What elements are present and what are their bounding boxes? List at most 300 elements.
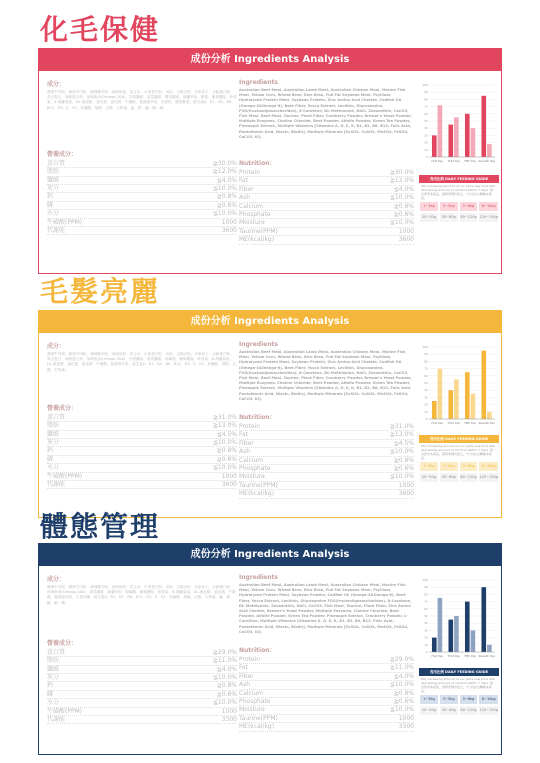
y-tick-label: 60	[424, 607, 428, 611]
analysis-row	[239, 194, 414, 202]
analysis-row	[47, 716, 237, 724]
analysis-key: Ash	[239, 448, 251, 456]
analysis-row	[47, 666, 237, 674]
guide-grams-cell: 20~50g	[419, 212, 439, 223]
analysis-row	[47, 699, 237, 707]
guide-grid	[419, 201, 499, 223]
analysis-row	[239, 656, 414, 664]
analysis-key: 代謝能	[47, 227, 66, 235]
left-column	[47, 79, 237, 235]
x-tick-label: First Day	[431, 160, 443, 163]
y-tick-label: 20	[424, 403, 428, 407]
ingredients-label-zh: 成分：	[47, 576, 66, 583]
chart-bar	[454, 117, 459, 157]
analysis-value: ≧30.0%	[212, 159, 237, 167]
y-tick-label: 10	[424, 410, 428, 414]
y-tick-label: 50	[424, 382, 428, 385]
analysis-key: Protein	[239, 169, 261, 177]
x-tick-label: Fifth Day	[464, 655, 476, 658]
analysis-key: 蛋白質	[47, 413, 66, 421]
analysis-key: 鈣	[47, 193, 54, 201]
analysis-value: ≧13.0%	[389, 431, 414, 439]
analysis-key: Calcium	[239, 689, 264, 697]
y-tick-label: 50	[424, 615, 428, 618]
guide-weight-cell: 3~5kg	[439, 201, 459, 212]
analysis-value: 3600	[398, 490, 414, 498]
analysis-value: ≧0.8%	[216, 447, 237, 455]
analysis-value: ≧0.8%	[393, 456, 414, 464]
analysis-value: 1000	[398, 227, 414, 235]
ingredients-en: Australian Beef Meal, Australian Lamb Meal, Australian Chicken Meal, Marine Fish Meal, Yellow Corn, Wheat Bran, Rice Bran, Full Fat Soybean Meal, Psyllium, Hydrolyzed Protein Meal, Soybean Protein, Zinc Amino Acid Chelate, Codfish Oil (Omega-3&Omega-6), Beet Fiber, Yucca Extract, Lecithin, Glucosamine, FOS(fructooligosaccharides), β-Carotene, DL-Methionine, NaCl, Zeaxanthin, CaCO3, Fish Meal, Beef Meal, Taurine, Plant Fiber, Cranberry Powder, Brewer's Yeast Powder, Multiple Enzymes, Choline Chloride, Beet Powder, Alfalfa Powder, Green Tea Powder, Pineapple Extract, Multiple Vitamins [Vitamins A, D, E, K, B1, B2, B6, B12, Folic Acid, Pantothenic Acid, Niacin, Biotin], Multiple Minerals [ZnSO4, CuSO4, MnSO4, FeSO4, CaCO3, KI].	[239, 350, 412, 401]
analysis-row	[239, 465, 414, 473]
y-tick-label: 60	[424, 374, 428, 378]
analysis-row	[47, 439, 237, 447]
analysis-key: Taurine(PPM)	[239, 481, 278, 489]
guide-grams-cell: 20~50g	[419, 705, 439, 716]
panel-header: 成份分析 Ingredients Analysis	[39, 544, 501, 566]
feeding-guide	[419, 435, 499, 483]
analysis-row	[239, 690, 414, 698]
analysis-en-table	[239, 169, 414, 245]
y-tick-label: 40	[424, 622, 428, 626]
y-tick-label: 20	[424, 141, 428, 145]
analysis-row	[47, 202, 237, 210]
analysis-key: 蛋白質	[47, 648, 66, 656]
analysis-value: ≦10.0%	[212, 674, 237, 682]
analysis-key: 代謝能	[47, 481, 66, 489]
chart-bar	[465, 602, 470, 652]
ingredients-label-zh: 成分：	[47, 81, 66, 88]
chart-bar	[432, 638, 437, 652]
chart-bar	[465, 114, 470, 157]
y-tick-label: 10	[424, 148, 428, 152]
guide-weight-cell: 5~8kg	[459, 461, 479, 472]
chart-bar	[438, 105, 443, 157]
analysis-value: ≧0.6%	[393, 698, 414, 706]
chart-bar	[438, 369, 443, 419]
analysis-value: ≧0.8%	[216, 682, 237, 690]
analysis-key: 脂肪	[47, 168, 60, 176]
analysis-value: ≧31.0%	[212, 413, 237, 421]
panel-header: 成份分析 Ingredients Analysis	[39, 49, 501, 71]
x-tick-label: First Day	[431, 422, 443, 425]
guide-title: 食用比例 DAILY FEEDING GUIDE	[419, 668, 499, 676]
analysis-row	[47, 447, 237, 455]
section-title: 體態管理	[40, 510, 161, 543]
analysis-row	[239, 203, 414, 211]
analysis-value: ≦4.0%	[393, 185, 414, 193]
feeding-guide	[419, 175, 499, 223]
analysis-value: ≦10.0%	[389, 706, 414, 714]
y-tick-label: 0	[425, 651, 428, 654]
y-tick-label: 30	[424, 629, 428, 633]
analysis-value: ≦10.0%	[212, 185, 237, 193]
y-tick-label: 30	[424, 134, 428, 138]
analysis-panel	[38, 310, 502, 518]
analysis-row	[47, 464, 237, 472]
ingredients-zh: 澳洲牛肉粉、澳洲羊肉粉、澳洲雞肉粉、深海魚粉、黃玉米、小麥蛋白粉、米粉、全脂豆粉、洋車前子、水解蛋白粉、黃豆蛋白、海鮮蛋白粉、深海魚油(Omega-3&6)、鳥梨纖維、甜菜纖維、卵磷脂、葡萄糖胺、軟骨素、β-胡蘿蔔素、DL-蛋氨酸、氯化鈉、氯化鉀、牛磺酸、蔓越莓萃取、維生素A、B1、B2、B6、B12、D3、E、K3、菸鹼酸、葉酸、泛酸、生物素。	[47, 352, 237, 372]
analysis-row	[47, 422, 237, 430]
analysis-key: Phosphate	[239, 211, 271, 219]
chart-bar	[438, 598, 443, 652]
analysis-row	[47, 649, 237, 657]
transition-chart	[419, 574, 499, 666]
analysis-key: 灰分	[47, 674, 60, 682]
analysis-row	[239, 706, 414, 714]
analysis-key: Fat	[239, 431, 248, 439]
analysis-key: 纖維	[47, 176, 60, 184]
y-tick-label: 60	[424, 112, 428, 116]
x-tick-label: First Day	[431, 655, 443, 658]
analysis-key: Fat	[239, 177, 248, 185]
analysis-key: Fiber	[239, 672, 254, 680]
left-column	[47, 341, 237, 489]
analysis-value: ≧0.6%	[216, 201, 237, 209]
analysis-row	[47, 682, 237, 690]
analysis-key: 牛磺酸(PPM)	[47, 472, 83, 480]
guide-grid	[419, 461, 499, 483]
chart-bar	[432, 135, 437, 157]
ingredients-label-en: Ingredients	[239, 341, 278, 348]
analysis-row	[239, 169, 414, 177]
analysis-row	[239, 423, 414, 431]
analysis-value: 1000	[398, 714, 414, 722]
analysis-value: ≦4.5%	[393, 439, 414, 447]
analysis-row	[239, 673, 414, 681]
analysis-key: Moisture	[239, 219, 265, 227]
analysis-value: ≧0.8%	[393, 689, 414, 697]
analysis-row	[239, 664, 414, 672]
analysis-value: ≦10.0%	[212, 464, 237, 472]
chart-bar	[471, 128, 476, 157]
analysis-row	[47, 431, 237, 439]
analysis-row	[239, 440, 414, 448]
analysis-row	[239, 490, 414, 498]
chart-bar	[454, 379, 459, 419]
x-tick-label: Seventh Day	[478, 655, 496, 658]
analysis-value: 1000	[221, 218, 237, 226]
analysis-key: ME(kcal/kg)	[239, 490, 275, 498]
analysis-label-en: Nutrition：	[239, 647, 276, 655]
y-tick-label: 80	[424, 360, 428, 364]
analysis-value: ≧12.0%	[212, 168, 237, 176]
analysis-value: ≧29.0%	[212, 648, 237, 656]
guide-grams-cell: 20~50g	[419, 472, 439, 483]
analysis-value: 1000	[398, 481, 414, 489]
analysis-row	[239, 715, 414, 723]
x-tick-label: Third Day	[447, 160, 461, 163]
x-tick-label: Third Day	[447, 422, 461, 425]
ingredients-label-en: Ingredients	[239, 79, 278, 86]
guide-weight-cell: 1~3kg	[419, 461, 439, 472]
analysis-key: 磷	[47, 690, 54, 698]
guide-text: Mix increasing amount of our pet's new food with decreasing amount of old food within 7 days. 第一次使用本產品，請與原飼料混合，7日內完全轉換本產品。	[421, 444, 496, 460]
guide-grams-cell: 80~120g	[459, 472, 479, 483]
analysis-value: ≧11.0%	[212, 657, 237, 665]
analysis-value: ≧0.8%	[216, 193, 237, 201]
y-tick-label: 90	[424, 586, 428, 590]
analysis-zh-table	[47, 160, 237, 236]
middle-column	[239, 79, 414, 245]
chart-bar	[448, 620, 453, 652]
analysis-value: ≦10.0%	[389, 194, 414, 202]
analysis-key: 灰分	[47, 439, 60, 447]
analysis-value: ≦10.0%	[389, 681, 414, 689]
middle-column	[239, 341, 414, 499]
analysis-key: 牛磺酸(PPM)	[47, 707, 83, 715]
analysis-key: ME(kcal/kg)	[239, 723, 275, 731]
analysis-key: Ash	[239, 194, 251, 202]
analysis-key: 牛磺酸(PPM)	[47, 218, 83, 226]
analysis-en-table	[239, 423, 414, 499]
analysis-value: ≦4.0%	[216, 176, 237, 184]
guide-weight-cell: 5~8kg	[459, 694, 479, 705]
guide-title: 食用比例 DAILY FEEDING GUIDE	[419, 175, 499, 183]
analysis-row	[239, 177, 414, 185]
analysis-zh-table	[47, 414, 237, 490]
analysis-row	[47, 210, 237, 218]
y-tick-label: 90	[424, 353, 428, 357]
analysis-row	[47, 456, 237, 464]
analysis-value: ≧0.8%	[393, 202, 414, 210]
x-tick-label: Third Day	[447, 655, 461, 658]
chart-bar	[487, 645, 492, 652]
analysis-key: 水分	[47, 464, 60, 472]
analysis-key: Moisture	[239, 706, 265, 714]
analysis-key: Phosphate	[239, 698, 271, 706]
analysis-row	[47, 160, 237, 168]
analysis-value: ≦4.0%	[393, 672, 414, 680]
analysis-key: 脂肪	[47, 422, 60, 430]
x-tick-label: Fifth Day	[464, 422, 476, 425]
panel-header: 成份分析 Ingredients Analysis	[39, 311, 501, 333]
analysis-row	[47, 227, 237, 235]
guide-weight-cell: 3~5kg	[439, 461, 459, 472]
analysis-value: ≦10.0%	[389, 219, 414, 227]
analysis-key: Calcium	[239, 202, 264, 210]
guide-weight-cell: 8~10kg	[478, 201, 499, 212]
transition-chart	[419, 341, 499, 433]
analysis-row	[239, 431, 414, 439]
analysis-row	[47, 168, 237, 176]
analysis-key: 纖維	[47, 665, 60, 673]
chart-bar	[487, 144, 492, 157]
y-tick-label: 0	[425, 156, 428, 159]
ingredients-en: Australian Beef Meal, Australian Lamb Meal, Australian Chicken Meal, Marine Fish Meal, Yellow Corn, Wheat Bran, Rice Bran, Full Fat Soybean Meal, Psyllium, Hydrolyzed Protein Meal, Soybean Protein, Codfish Oil (Omega-3&Omega-6), Beet Fiber, Yucca Extract, Lecithin, Glucosamine FOS(fructooligosaccharides), β-Carotene, DL-Methionine, Zeaxanthin, NaCl, CaCO3, Fish Meal, Taurine, Plant Fiber, Zinc Amino Acid Chelate, Brewer's Yeast Powder, Multiple Enzymes, Choline Chloride, Beet Powder, Alfalfa Powder, Green Tea Powder, Pineapple Extract, Cranberry Powder, L-Carnitine, Multiple Vitamins [Vitamins A, D, E, K, B1, B2, B6, B12, Folic Acid, Pantothenic Acid, Niacin, Biotin], Multiple Minerals [ZnSO4, CuSO4, MnSO4, FeSO4, CaCO3, KI].	[239, 583, 412, 634]
analysis-value: 1000	[221, 472, 237, 480]
y-tick-label: 70	[424, 367, 428, 371]
y-tick-label: 100	[422, 84, 428, 87]
analysis-value: ≦10.0%	[212, 699, 237, 707]
analysis-row	[239, 186, 414, 194]
analysis-value: ≦4.0%	[216, 665, 237, 673]
analysis-value: ≦10.0%	[212, 439, 237, 447]
analysis-value: ≧11.0%	[389, 664, 414, 672]
analysis-value: ≦10.0%	[389, 473, 414, 481]
analysis-key: 水分	[47, 210, 60, 218]
analysis-row	[239, 723, 414, 731]
chart-bar	[481, 587, 486, 652]
y-tick-label: 0	[425, 418, 428, 421]
guide-grams-cell: 80~120g	[459, 705, 479, 716]
guide-weight-cell: 1~3kg	[419, 694, 439, 705]
analysis-key: Fiber	[239, 439, 254, 447]
analysis-value: ≧31.0%	[389, 423, 414, 431]
guide-grams-cell: 120~150g	[478, 705, 499, 716]
analysis-key: 蛋白質	[47, 159, 66, 167]
x-tick-label: Seventh Day	[478, 160, 496, 163]
y-tick-label: 100	[422, 346, 428, 349]
analysis-key: 灰分	[47, 185, 60, 193]
analysis-key: Fat	[239, 664, 248, 672]
chart-bar	[432, 401, 437, 419]
analysis-row	[239, 228, 414, 236]
analysis-label-zh: 營養成分：	[47, 404, 78, 412]
section-title: 毛髮亮麗	[40, 275, 161, 308]
middle-column	[239, 574, 414, 732]
guide-weight-cell: 3~5kg	[439, 694, 459, 705]
analysis-row	[239, 482, 414, 490]
analysis-key: Ash	[239, 681, 251, 689]
analysis-value: 3600	[221, 227, 237, 235]
feeding-guide	[419, 668, 499, 716]
analysis-value: ≧30.0%	[389, 169, 414, 177]
transition-chart	[419, 79, 499, 171]
analysis-value: 1000	[221, 707, 237, 715]
x-tick-label: Seventh Day	[478, 422, 496, 425]
y-tick-label: 90	[424, 91, 428, 95]
guide-grams-cell: 50~80g	[439, 472, 459, 483]
analysis-row	[47, 193, 237, 201]
analysis-row	[47, 414, 237, 422]
analysis-value: ≦10.0%	[389, 448, 414, 456]
left-column	[47, 574, 237, 724]
analysis-value: 3300	[398, 723, 414, 731]
analysis-value: ≦10.0%	[212, 210, 237, 218]
analysis-key: 磷	[47, 455, 54, 463]
analysis-key: Fiber	[239, 185, 254, 193]
y-tick-label: 50	[424, 120, 428, 123]
y-tick-label: 20	[424, 636, 428, 640]
guide-weight-cell: 1~3kg	[419, 201, 439, 212]
ingredients-en: Australian Beef Meal, Australian Lamb Meal, Australian Chicken Meal, Marine Fish Meal, Yellow Corn, Wheat Bran, Rice Bran, Full Fat Soybean Meal, Psyllium, Hydrolyzed Protein Meal, Soybean Protein, Zinc Amino Acid Chelate, Codfish Oil (Omega-3&Omega-6), Beet Fiber, Yucca Extract, Lecithin, Glucosamine, FOS(fructooligosaccharides), β-Carotene, DL-Methionine, NaCl, Zeaxanthin, CaCO3, Fish Meal, Beef Meal, Taurine, Plant Fiber, Cranberry Powder, Brewer's Yeast Powder, Multiple Enzymes, Choline Chloride, Beet Powder, Alfalfa Powder, Green Tea Powder, Pineapple Extract, Multiple Vitamins [Vitamins A, D, E, K, B1, B2, B6, B12, Folic Acid, Pantothenic Acid, Niacin, Biotin], Multiple Minerals [ZnSO4, CuSO4, MnSO4, FeSO4, CaCO3, KI].	[239, 88, 412, 139]
analysis-value: ≧12.0%	[389, 177, 414, 185]
y-tick-label: 30	[424, 396, 428, 400]
analysis-key: Phosphate	[239, 465, 271, 473]
analysis-panel	[38, 543, 502, 755]
analysis-key: Taurine(PPM)	[239, 714, 278, 722]
analysis-row	[47, 674, 237, 682]
y-tick-label: 40	[424, 127, 428, 131]
analysis-value: ≧0.6%	[393, 465, 414, 473]
analysis-en-table	[239, 656, 414, 732]
analysis-value: 3600	[398, 236, 414, 244]
ingredients-label-zh: 成分：	[47, 343, 66, 350]
analysis-value: ≧29.0%	[389, 656, 414, 664]
analysis-key: ME(kcal/kg)	[239, 236, 275, 244]
analysis-row	[239, 219, 414, 227]
analysis-row	[47, 219, 237, 227]
y-tick-label: 70	[424, 600, 428, 604]
analysis-key: 纖維	[47, 430, 60, 438]
chart-bar	[448, 390, 453, 419]
analysis-key: Taurine(PPM)	[239, 227, 278, 235]
guide-grams-cell: 80~120g	[459, 212, 479, 223]
guide-grams-cell: 120~150g	[478, 472, 499, 483]
analysis-row	[239, 698, 414, 706]
y-tick-label: 40	[424, 389, 428, 393]
chart-bar	[454, 616, 459, 652]
analysis-row	[239, 448, 414, 456]
analysis-label-en: Nutrition：	[239, 414, 276, 422]
analysis-zh-table	[47, 649, 237, 725]
guide-grams-cell: 50~80g	[439, 212, 459, 223]
ingredients-label-en: Ingredients	[239, 574, 278, 581]
analysis-row	[47, 657, 237, 665]
x-tick-label: Fifth Day	[464, 160, 476, 163]
chart-bar	[465, 372, 470, 419]
section-weight	[0, 505, 540, 763]
analysis-row	[239, 236, 414, 244]
guide-weight-cell: 5~8kg	[459, 201, 479, 212]
analysis-value: ≦4.5%	[216, 430, 237, 438]
guide-text: Mix increasing amount of our pet's new food with decreasing amount of old food within 7 days. 第一次使用本產品，請與原飼料混合，7日內完全轉換本產品。	[421, 184, 496, 200]
chart-bar	[481, 351, 486, 419]
analysis-key: 水分	[47, 699, 60, 707]
guide-grams-cell: 120~150g	[478, 212, 499, 223]
guide-weight-cell: 8~10kg	[478, 461, 499, 472]
analysis-label-en: Nutrition：	[239, 160, 276, 168]
y-tick-label: 100	[422, 579, 428, 582]
analysis-key: 脂肪	[47, 657, 60, 665]
analysis-row	[47, 691, 237, 699]
analysis-key: 鈣	[47, 447, 54, 455]
chart-bar	[487, 412, 492, 419]
guide-grams-cell: 50~80g	[439, 705, 459, 716]
y-tick-label: 10	[424, 643, 428, 647]
y-tick-label: 70	[424, 105, 428, 109]
ingredients-zh: 澳洲牛肉粉、澳洲羊肉粉、澳洲雞肉粉、深海魚粉、黃玉米、小麥蛋白粉、米粉、全脂豆粉、洋車前子、水解蛋白粉、黃豆蛋白、海鮮蛋白粉、深海魚油(Omega-3&6)、鳥梨纖維、甜菜纖維、膳食纖維、絲蘭萃取、酵素、葡萄糖胺、軟骨素、β-胡蘿蔔素、DL-蛋氨酸、氯化鈉、氯化鉀、牛磺酸、蔓越莓萃取、苜蓿粉、鳳梨酵素、維生素A、B1、B2、B6、B12、D3、E、K3、菸鹼酸、葉酸、泛酸、生物素、錳、鋅、鐵、銅、碘。	[47, 90, 237, 110]
section-hairball	[0, 0, 540, 260]
analysis-row	[239, 457, 414, 465]
analysis-value: ≧0.6%	[393, 211, 414, 219]
analysis-row	[239, 681, 414, 689]
analysis-label-zh: 營養成分：	[47, 150, 78, 158]
guide-weight-cell: 8~10kg	[478, 694, 499, 705]
analysis-row	[239, 473, 414, 481]
analysis-row	[47, 481, 237, 489]
analysis-key: Moisture	[239, 473, 265, 481]
chart-bar	[481, 96, 486, 157]
y-tick-label: 80	[424, 98, 428, 102]
analysis-label-zh: 營養成分：	[47, 639, 78, 647]
analysis-row	[239, 211, 414, 219]
section-title: 化毛保健	[40, 13, 161, 46]
analysis-row	[47, 177, 237, 185]
guide-text: Mix increasing amount of our pet's new food with decreasing amount of old food within 7 days. 第一次使用本產品，請與原飼料混合，7日內完全轉換本產品。	[421, 677, 496, 693]
analysis-row	[47, 185, 237, 193]
ingredients-zh: 澳洲牛肉粉、澳洲羊肉粉、澳洲雞肉粉、深海魚粉、黃玉米、小麥蛋白粉、米粉、全脂豆粉、洋車前子、水解蛋白粉、深海魚油(Omega-3&6)、甜菜纖維、絲蘭萃取、卵磷脂、葡萄糖胺、軟骨素、β-胡蘿蔔素、DL-蛋氨酸、氯化鈉、牛磺酸、蔓越莓萃取、左旋肉鹼、維生素A、B1、B2、B6、B12、D3、E、K3、菸鹼酸、葉酸、泛酸、生物素、錳、鋅、鐵、銅、碘。	[47, 585, 236, 605]
section-coat	[0, 270, 540, 510]
analysis-key: 磷	[47, 201, 54, 209]
guide-title: 食用比例 DAILY FEEDING GUIDE	[419, 435, 499, 443]
analysis-key: Calcium	[239, 456, 264, 464]
chart-bar	[471, 394, 476, 419]
y-tick-label: 80	[424, 593, 428, 597]
chart-bar	[471, 630, 476, 652]
analysis-row	[47, 473, 237, 481]
analysis-value: 3600	[221, 481, 237, 489]
